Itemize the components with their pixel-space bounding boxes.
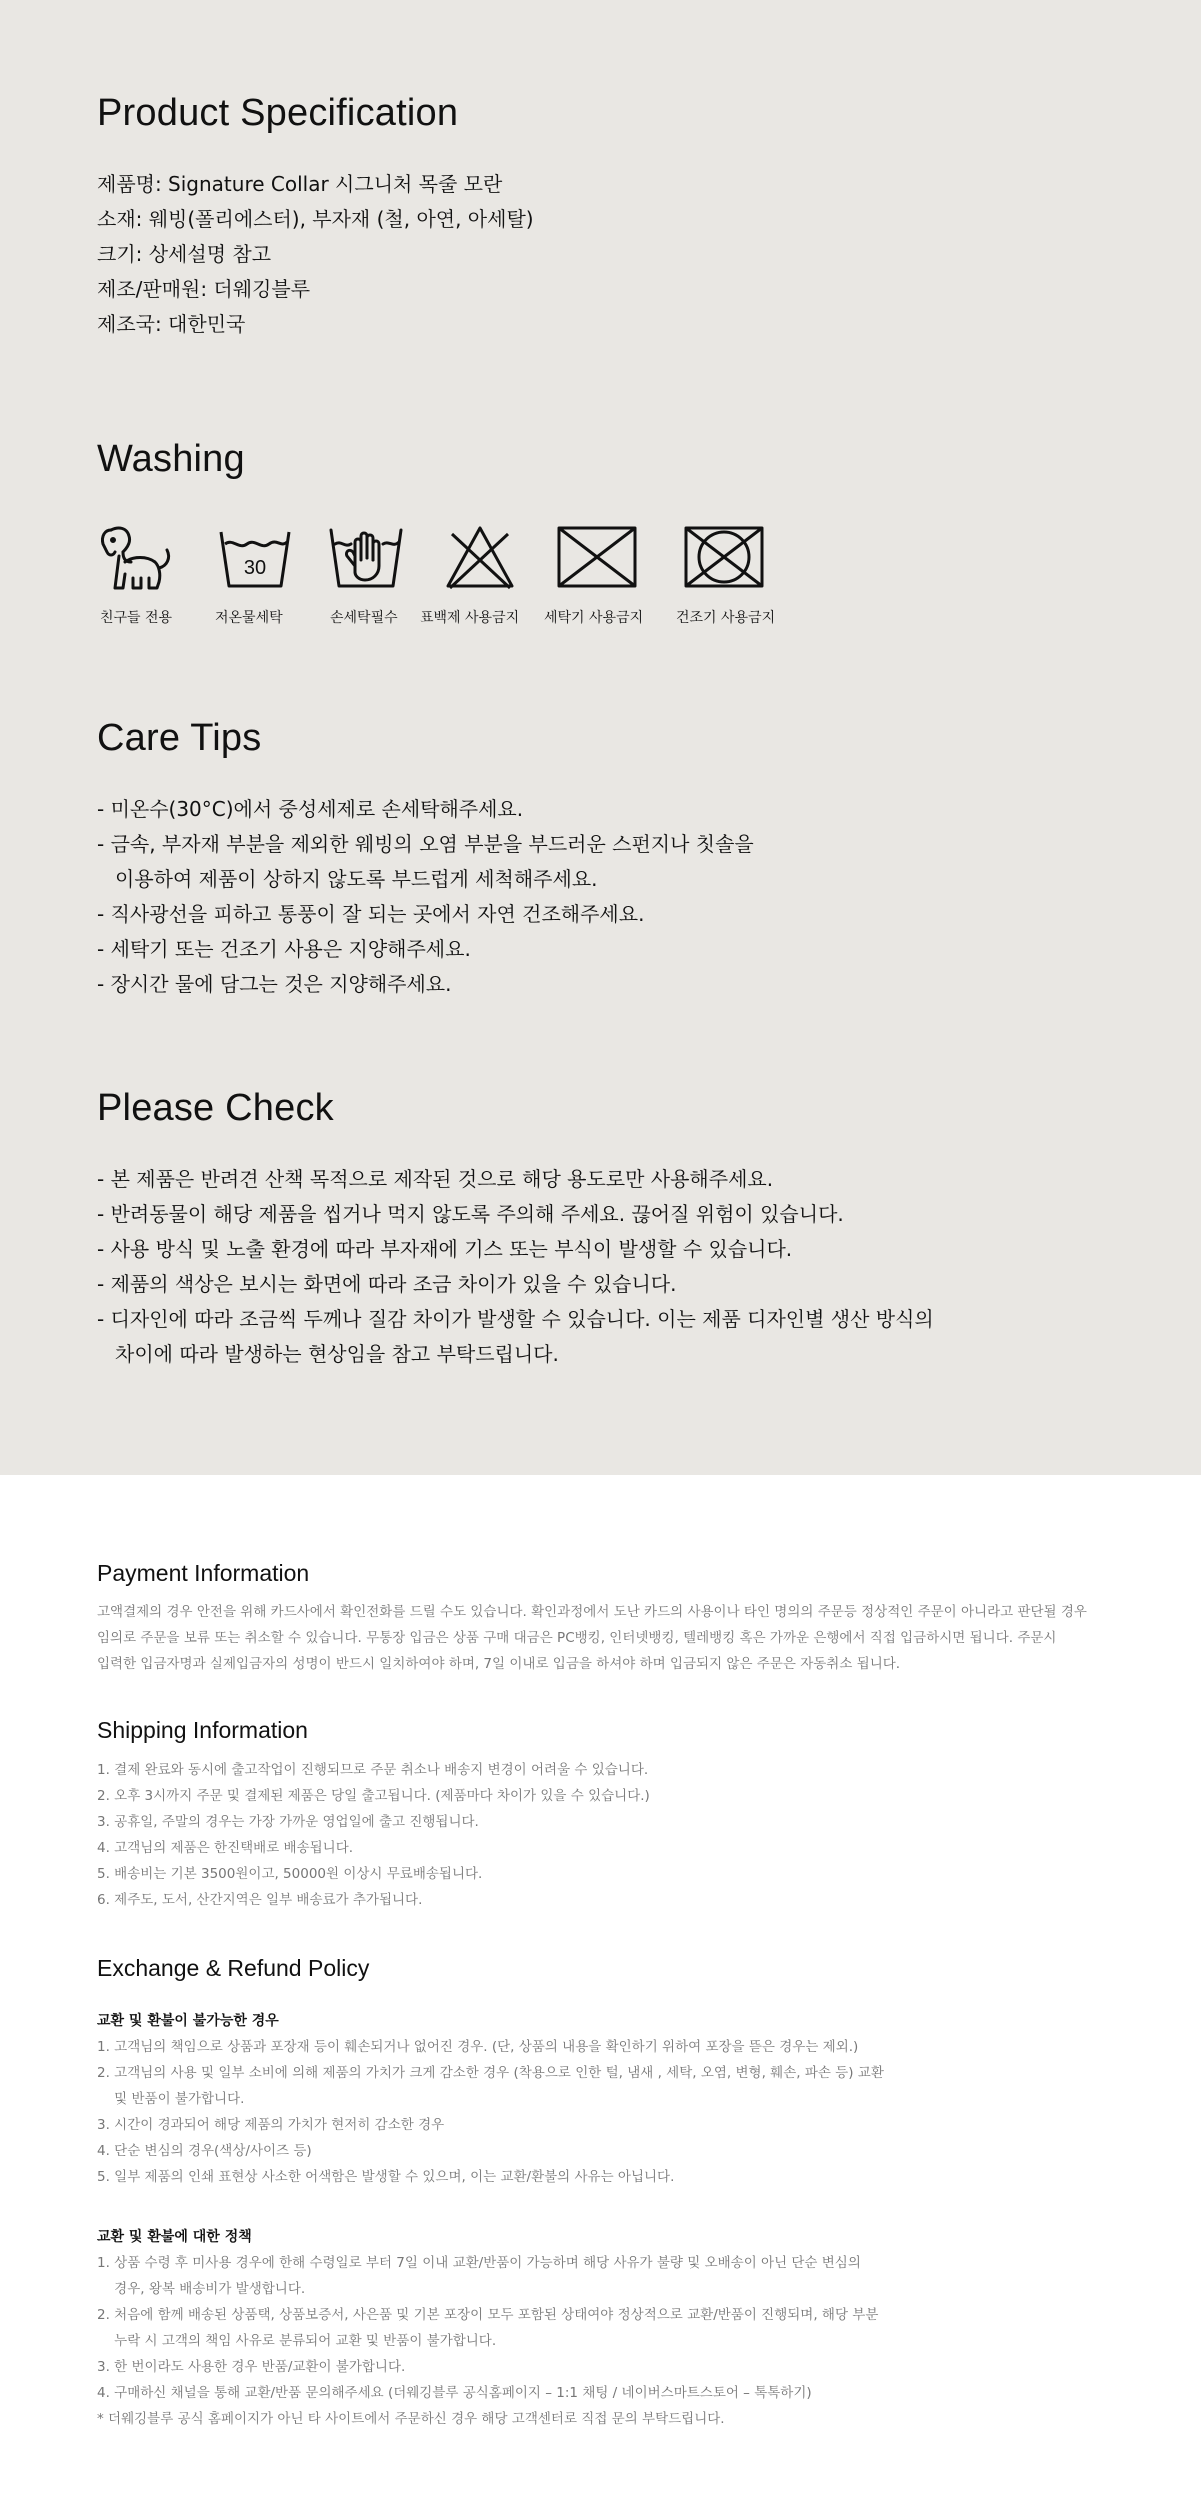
care-label: 친구들 전용 [100, 610, 173, 626]
purchase-info-section [0, 1475, 1201, 2505]
spec-list [97, 167, 534, 342]
care-tip: - 미온수(30°C)에서 중성세제로 손세탁해주세요. [97, 797, 524, 821]
policy-line: 3. 한 번이라도 사용한 경우 반품/교환이 불가합니다. [97, 2359, 406, 2375]
shipping-line: 2. 오후 3시까지 주문 및 결제된 제품은 당일 출고됩니다. (제품마다 차이가 있을 수 있습니다.) [97, 1788, 650, 1804]
shipping-line: 6. 제주도, 도서, 산간지역은 일부 배송료가 추가됩니다. [97, 1892, 423, 1908]
care-item [420, 522, 560, 626]
exchange-not-allowed-list [97, 2034, 884, 2190]
check-item: - 반려동물이 해당 제품을 씹거나 먹지 않도록 주의해 주세요. 끊어질 위험이 있습니다. [97, 1202, 844, 1226]
care-label: 저온물세탁 [215, 610, 283, 626]
payment-line: 임의로 주문을 보류 또는 취소할 수 있습니다. 무통장 입금은 상품 구매 대금은 PC뱅킹, 인터넷뱅킹, 텔레뱅킹 혹은 가까운 은행에서 직접 입금하시면 됩니다. 주문시 [97, 1630, 1057, 1646]
care-tips-title: Care Tips [97, 717, 262, 759]
spec-line: 제품명: Signature Collar 시그니처 목줄 모란 [97, 172, 503, 196]
payment-line: 고액결제의 경우 안전을 위해 카드사에서 확인전화를 드릴 수도 있습니다. 확인과정에서 도난 카드의 사용이나 타인 명의의 주문등 정상적인 주문이 아니라고 판단될 경우 [97, 1604, 1087, 1620]
policy-line: * 더웨깅블루 공식 홈페이지가 아닌 타 사이트에서 주문하신 경우 해당 고객센터로 직접 문의 부탁드립니다. [97, 2411, 725, 2427]
care-tip: - 세탁기 또는 건조기 사용은 지양해주세요. [97, 937, 471, 961]
exchange-policy-list [97, 2250, 878, 2432]
shipping-list [97, 1757, 650, 1913]
care-tip: - 직사광선을 피하고 통풍이 잘 되는 곳에서 자연 건조해주세요. [97, 902, 645, 926]
care-tip: - 장시간 물에 담그는 것은 지양해주세요. [97, 972, 452, 996]
exchange-line: 4. 단순 변심의 경우(색상/사이즈 등) [97, 2143, 312, 2159]
no-tumble-dry-icon [682, 522, 766, 594]
spec-line: 크기: 상세설명 참고 [97, 242, 272, 266]
please-check-list [97, 1162, 934, 1372]
care-item [215, 522, 335, 626]
shipping-line: 5. 배송비는 기본 3500원이고, 50000원 이상시 무료배송됩니다. [97, 1866, 483, 1882]
care-item [327, 522, 447, 626]
exchange-line: 5. 일부 제품의 인쇄 표현상 사소한 어색함은 발생할 수 있으며, 이는 교환/환불의 사유는 아닙니다. [97, 2169, 675, 2185]
no-machine-wash-icon [555, 522, 639, 594]
shipping-line: 1. 결제 완료와 동시에 출고작업이 진행되므로 주문 취소나 배송지 변경이 어려울 수 있습니다. [97, 1762, 649, 1778]
exchange-line: 및 반품이 불가합니다. [97, 2091, 245, 2107]
wash-30-icon [215, 522, 295, 594]
exchange-subtitle-policy: 교환 및 환불에 대한 정책 [97, 2229, 252, 2245]
policy-line: 4. 구매하신 채널을 통해 교환/반품 문의해주세요 (더웨깅블루 공식홈페이지 – 1:1 채팅 / 네이버스마트스토어 – 톡톡하기) [97, 2385, 812, 2401]
check-item: - 사용 방식 및 노출 환경에 따라 부자재에 기스 또는 부식이 발생할 수 있습니다. [97, 1237, 793, 1261]
policy-line: 2. 처음에 함께 배송된 상품택, 상품보증서, 사은품 및 기본 포장이 모두 포함된 상태여야 정상적으로 교환/반품이 진행되며, 해당 부분 [97, 2307, 879, 2323]
please-check-title: Please Check [97, 1087, 334, 1129]
check-item: - 본 제품은 반려견 산책 목적으로 제작된 것으로 해당 용도로만 사용해주세요. [97, 1167, 774, 1191]
exchange-line: 2. 고객님의 사용 및 일부 소비에 의해 제품의 가치가 크게 감소한 경우 (착용으로 인한 털, 냄새 , 세탁, 오염, 변형, 훼손, 파손 등) 교환 [97, 2065, 884, 2081]
shipping-line: 3. 공휴일, 주말의 경우는 가장 가까운 영업일에 출고 진행됩니다. [97, 1814, 479, 1830]
exchange-subtitle-not-allowed: 교환 및 환불이 불가능한 경우 [97, 2013, 279, 2029]
policy-line: 경우, 왕복 배송비가 발생합니다. [97, 2281, 306, 2297]
care-tips-list [97, 792, 754, 1002]
care-item [676, 522, 802, 626]
policy-line: 1. 상품 수령 후 미사용 경우에 한해 수령일로 부터 7일 이내 교환/반품이 가능하며 해당 사유가 불량 및 오배송이 아닌 단순 변심의 [97, 2255, 861, 2271]
check-item: - 디자인에 따라 조금씩 두께나 질감 차이가 발생할 수 있습니다. 이는 제품 디자인별 생산 방식의 [97, 1307, 934, 1331]
exchange-line: 1. 고객님의 책임으로 상품과 포장재 등이 훼손되거나 없어진 경우. (단, 상품의 내용을 확인하기 위하여 포장을 뜯은 경우는 제외.) [97, 2039, 859, 2055]
care-tip: - 금속, 부자재 부분을 제외한 웨빙의 오염 부분을 부드러운 스펀지나 칫솔을 [97, 832, 754, 856]
spec-title: Product Specification [97, 92, 459, 134]
washing-title: Washing [97, 438, 245, 480]
payment-line: 입력한 입금자명과 실제입금자의 성명이 반드시 일치하여야 하며, 7일 이내로 입금을 하셔야 하며 입금되지 않은 주문은 자동취소 됩니다. [97, 1656, 901, 1672]
hand-wash-icon [327, 522, 407, 594]
check-item: - 제품의 색상은 보시는 화면에 따라 조금 차이가 있을 수 있습니다. [97, 1272, 677, 1296]
check-item: 차이에 따라 발생하는 현상임을 참고 부탁드립니다. [115, 1342, 559, 1366]
exchange-title: Exchange & Refund Policy [97, 1955, 370, 1981]
wash-temp: 30 [243, 557, 267, 579]
no-bleach-icon [440, 522, 520, 594]
dog-icon [97, 522, 177, 594]
shipping-title: Shipping Information [97, 1717, 308, 1743]
policy-line: 누락 시 고객의 책임 사유로 분류되어 교환 및 반품이 불가합니다. [97, 2333, 497, 2349]
payment-text [97, 1599, 1087, 1677]
shipping-line: 4. 고객님의 제품은 한진택배로 배송됩니다. [97, 1840, 354, 1856]
spec-line: 소재: 웨빙(폴리에스터), 부자재 (철, 아연, 아세탈) [97, 207, 534, 231]
care-item [97, 522, 217, 626]
payment-title: Payment Information [97, 1560, 310, 1586]
spec-line: 제조국: 대한민국 [97, 312, 246, 336]
spec-line: 제조/판매원: 더웨깅블루 [97, 277, 311, 301]
care-label: 세탁기 사용금지 [544, 610, 644, 626]
care-item [544, 522, 675, 626]
care-tip: 이용하여 제품이 상하지 않도록 부드럽게 세척해주세요. [115, 867, 598, 891]
care-label: 표백제 사용금지 [420, 610, 520, 626]
exchange-line: 3. 시간이 경과되어 해당 제품의 가치가 현저히 감소한 경우 [97, 2117, 445, 2133]
care-label: 손세탁필수 [330, 610, 398, 626]
care-label: 건조기 사용금지 [676, 610, 776, 626]
